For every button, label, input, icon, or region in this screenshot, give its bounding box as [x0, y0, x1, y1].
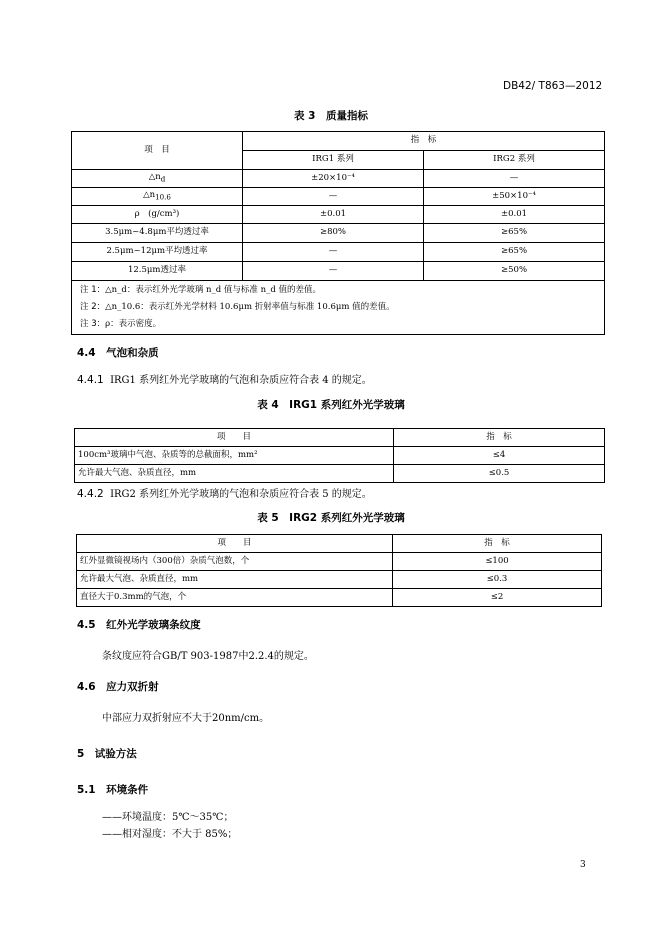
note-3 — [80, 316, 604, 333]
table-cell: — — [243, 188, 424, 206]
table-row — [72, 243, 605, 262]
note-label: 注 2： — [80, 302, 106, 312]
document-code: DB42/ T863—2012 — [503, 80, 603, 92]
section-5-1-heading: 5.1 环境条件 — [77, 784, 149, 796]
table-cell: ρ (g/cm³) — [72, 206, 243, 224]
note-label: 注 3： — [80, 319, 106, 329]
section-4-6-text: 中部应力双折射应不大于20nm/cm。 — [102, 713, 270, 724]
table-cell: ±50×10⁻⁴ — [424, 188, 605, 206]
table-cell: 允许最大气泡、杂质直径，mm — [75, 465, 394, 483]
table3-notes — [72, 281, 605, 335]
table5-header-item: 项 目 — [77, 535, 393, 553]
clause-number: 4.4.1 — [77, 374, 104, 386]
table-cell: — — [424, 170, 605, 188]
table-cell: ≤0.3 — [393, 571, 602, 589]
table-row — [75, 465, 605, 483]
section-5-heading: 5 试验方法 — [77, 748, 137, 760]
table-cell: ≥80% — [243, 224, 424, 243]
clause-number: 4.4.2 — [77, 488, 104, 500]
table4-header-item: 项 目 — [75, 429, 394, 447]
table-cell: ±20×10⁻⁴ — [243, 170, 424, 188]
table-cell: 12.5μm透过率 — [72, 262, 243, 281]
note-label: 注 1： — [80, 285, 106, 295]
table3-subheader-irg2: IRG2 系列 — [424, 151, 605, 170]
table4-caption: 表 4 IRG1 系列红外光学玻璃 — [257, 399, 405, 411]
section-4-5-text: 条纹度应符合GB/T 903-1987中2.2.4的规定。 — [102, 651, 314, 662]
table-cell: — — [243, 262, 424, 281]
table3-subheader-irg1: IRG1 系列 — [243, 151, 424, 170]
table-row — [72, 170, 605, 188]
note-text: △n_d：表示红外光学玻璃 n_d 值与标准 n_d 值的差值。 — [105, 285, 321, 295]
table-row — [72, 188, 605, 206]
table-row — [75, 447, 605, 465]
section-4-6-heading: 4.6 应力双折射 — [77, 681, 159, 693]
note-2 — [80, 299, 604, 316]
table5-caption: 表 5 IRG2 系列红外光学玻璃 — [257, 512, 405, 524]
irg2-bubble-table — [76, 534, 602, 607]
table3-notes-row — [72, 281, 605, 335]
table-cell: 3.5μm~4.8μm平均透过率 — [72, 224, 243, 243]
table-cell: ≥50% — [424, 262, 605, 281]
table-cell: 100cm³玻璃中气泡、杂质等的总截面积，mm² — [75, 447, 394, 465]
table-cell: ≤0.5 — [394, 465, 605, 483]
table-cell: $\triangle n_d$ — [72, 170, 243, 188]
clause-text: IRG1 系列红外光学玻璃的气泡和杂质应符合表 4 的规定。 — [110, 375, 372, 386]
note-text: △n_10.6：表示红外光学材料 10.6μm 折射率值与标准 10.6μm 值的差值。 — [105, 302, 395, 312]
table-row — [77, 553, 602, 571]
subscript: d — [160, 174, 166, 184]
section-4-5-heading: 4.5 红外光学玻璃条纹度 — [77, 619, 201, 631]
paragraph-4-4-2 — [77, 485, 372, 500]
table-cell: ±0.01 — [424, 206, 605, 224]
table-cell: 2.5μm~12μm平均透过率 — [72, 243, 243, 262]
table-cell: 直径大于0.3mm的气泡，个 — [77, 589, 393, 607]
table-cell: ±0.01 — [243, 206, 424, 224]
note-text: ρ：表示密度。 — [105, 319, 162, 329]
table-cell: — — [243, 243, 424, 262]
table-cell: ≥65% — [424, 224, 605, 243]
table-row — [77, 571, 602, 589]
table3-caption: 表 3 质量指标 — [294, 110, 368, 122]
subscript: 10.6 — [155, 192, 171, 202]
section-4-4-heading: 4.4 气泡和杂质 — [77, 347, 159, 359]
table-cell: 红外显微镜视场内（300倍）杂质气泡数，个 — [77, 553, 393, 571]
table5-header-index: 指 标 — [393, 535, 602, 553]
table-cell: ≤4 — [394, 447, 605, 465]
table-cell: 允许最大气泡、杂质直径，mm — [77, 571, 393, 589]
table3-header-index: 指 标 — [243, 132, 605, 151]
table-cell: ≥65% — [424, 243, 605, 262]
page-number: 3 — [580, 860, 586, 870]
paragraph-4-4-1 — [77, 371, 372, 386]
list-item: ——相对湿度：不大于 85%； — [102, 829, 238, 840]
table-row — [77, 589, 602, 607]
list-item: ——环境温度：5℃～35℃； — [102, 812, 234, 823]
table-cell: ≤2 — [393, 589, 602, 607]
table-row — [72, 206, 605, 224]
table3-header-item: 项 目 — [72, 132, 243, 170]
table-row — [72, 224, 605, 243]
note-1 — [80, 282, 604, 299]
table-cell: ≤100 — [393, 553, 602, 571]
quality-index-table — [71, 131, 605, 335]
irg1-bubble-table — [74, 428, 605, 483]
table4-header-index: 指 标 — [394, 429, 605, 447]
table-cell: $\triangle n_{10.6}$ — [72, 188, 243, 206]
clause-text: IRG2 系列红外光学玻璃的气泡和杂质应符合表 5 的规定。 — [110, 489, 372, 500]
table-row — [72, 262, 605, 281]
